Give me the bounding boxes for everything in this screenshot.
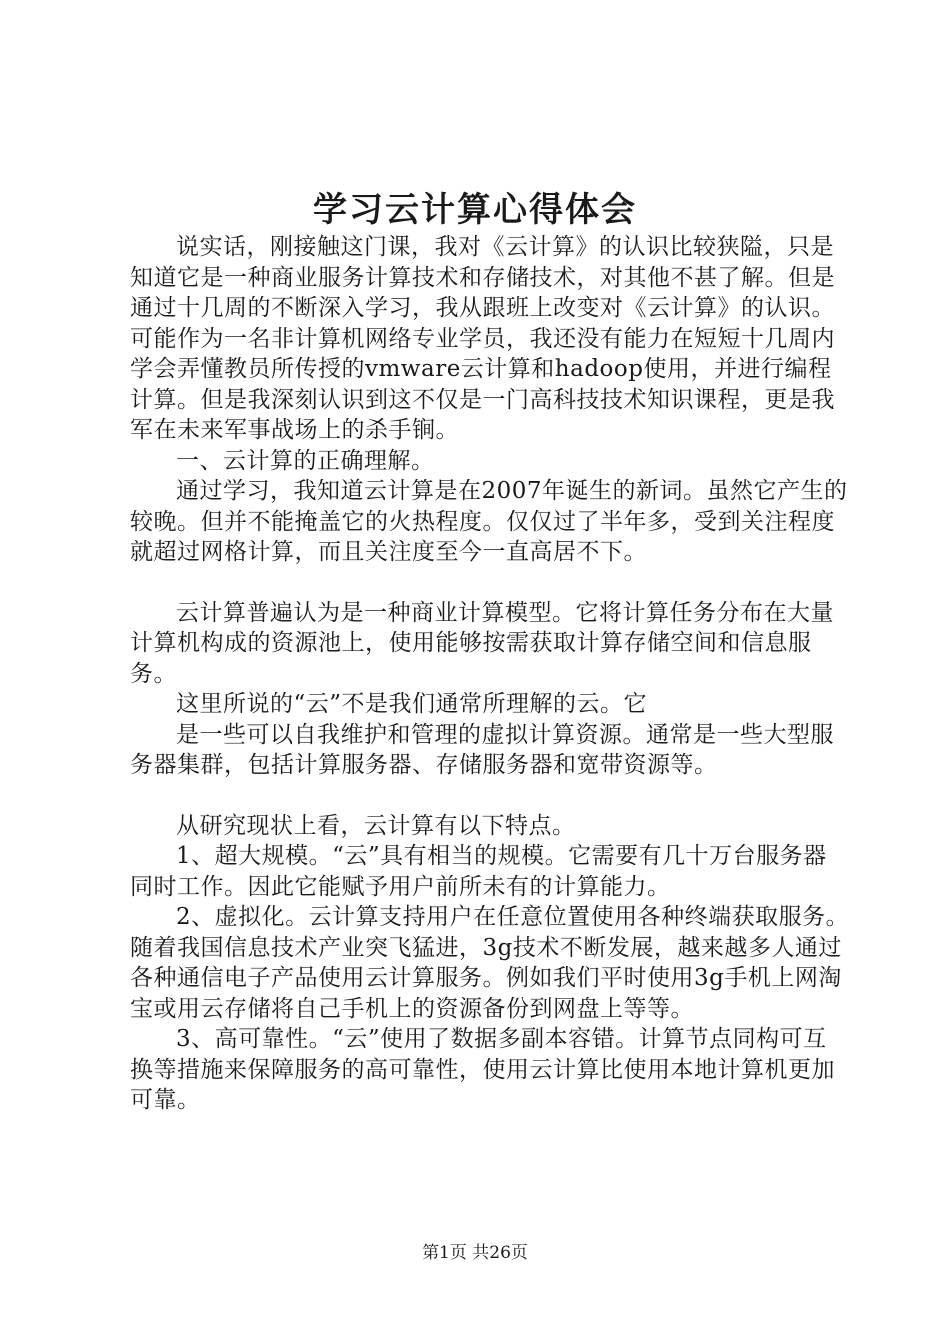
- paragraph-virtual-resources: 是一些可以自我维护和管理的虚拟计算资源。通常是一些大型服务器集群，包括计算服务器、存储服务器和宽带资源等。: [130, 721, 834, 778]
- paragraph-section-heading: 一、云计算的正确理解。: [176, 447, 435, 474]
- paragraph-feature-virtualization: 2、虚拟化。云计算支持用户在任意位置使用各种终端获取服务。随着我国信息技术产业突飞猛进，3g技术不断发展，越来越多人通过各种通信电子产品使用云计算服务。例如我们平时使用3g手机上网淘宝或用云存储将自己手机上的资源备份到网盘上等等。: [130, 904, 850, 1022]
- paragraph-definition: 云计算普遍认为是一种商业计算模型。它将计算任务分布在大量计算机构成的资源池上，使用能够按需获取计算存储空间和信息服务。: [130, 599, 834, 687]
- paragraph-features-intro: 从研究现状上看，云计算有以下特点。: [176, 812, 576, 839]
- document-body: [130, 232, 850, 1116]
- page-footer: 第1页 共26页: [422, 1243, 528, 1263]
- paragraph-intro: 说实话，刚接触这门课，我对《云计算》的认识比较狭隘，只是知道它是一种商业服务计算技术和存储技术，对其他不甚了解。但是通过十几周的不断深入学习，我从跟班上改变对《云计算》的认识。可能作为一名非计算机网络专业学员，我还没有能力在短短十几周内学会弄懂教员所传授的vmware云计算和hadoop使用，并进行编程计算。但是我深刻认识到这不仅是一门高科技技术知识课程，更是我军在未来军事战场上的杀手锏。: [130, 234, 835, 443]
- paragraph-origin: 通过学习，我知道云计算是在2007年诞生的新词。虽然它产生的较晚。但并不能掩盖它的火热程度。仅仅过了半年多，受到关注程度就超过网格计算，而且关注度至今一直高居不下。: [130, 478, 848, 565]
- document-title: 学习云计算心得体会: [313, 190, 637, 230]
- paragraph-feature-scale: 1、超大规模。“云”具有相当的规模。它需要有几十万台服务器同时工作。因此它能赋予用户前所未有的计算能力。: [130, 843, 827, 900]
- paragraph-feature-reliability: 3、高可靠性。“云”使用了数据多副本容错。计算节点同构可互换等措施来保障服务的高可靠性，使用云计算比使用本地计算机更加可靠。: [130, 1026, 835, 1113]
- paragraph-cloud-meaning: 这里所说的“云”不是我们通常所理解的云。它: [176, 691, 648, 717]
